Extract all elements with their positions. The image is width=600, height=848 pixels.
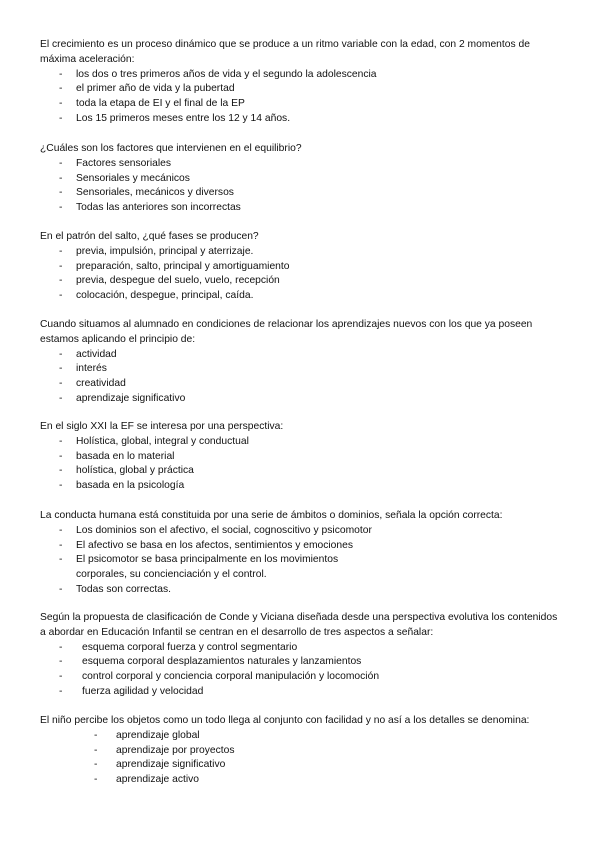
- question-text: ¿Cuáles son los factores que intervienen en el equilibrio?: [40, 143, 302, 154]
- question-text: En el patrón del salto, ¿qué fases se producen?: [40, 231, 259, 242]
- answer-option: - holística, global y práctica: [59, 465, 194, 477]
- question-text: La conducta humana está constituida por una serie de ámbitos o dominios, señala la opción correcta:: [40, 510, 503, 521]
- answer-option: - Todas las anteriores son incorrectas: [59, 202, 241, 214]
- question-3: [40, 230, 560, 304]
- answer-option: - colocación, despegue, principal, caída.: [59, 290, 254, 302]
- answer-option: - fuerza agilidad y velocidad: [59, 685, 204, 697]
- answer-option: - Sensoriales, mecánicos y diversos: [59, 187, 234, 199]
- answer-option: - actividad: [59, 348, 117, 360]
- answer-option: - previa, despegue del suelo, vuelo, recepción: [59, 275, 280, 287]
- question-7: [40, 611, 560, 700]
- answer-option: - aprendizaje significativo: [59, 392, 186, 404]
- question-text: Cuando situamos al alumnado en condiciones de relacionar los aprendizajes nuevos con los que ya poseen estamos aplicando el principio de:: [40, 319, 533, 345]
- answer-option: - previa, impulsión, principal y aterrizaje.: [59, 245, 254, 257]
- question-5: [40, 420, 560, 494]
- answer-option: - creatividad: [59, 378, 126, 390]
- question-1: [40, 38, 560, 127]
- answer-option: - basada en lo material: [59, 450, 175, 462]
- question-2: [40, 142, 560, 216]
- question-text: El niño percibe los objetos como un todo llega al conjunto con facilidad y no así a los detalles se denomina:: [40, 715, 530, 726]
- question-4: [40, 318, 560, 407]
- answer-option: - Los 15 primeros meses entre los 12 y 14 años.: [59, 112, 291, 124]
- answer-option: - Holística, global, integral y conductual: [59, 435, 249, 447]
- answer-option: - Sensoriales y mecánicos: [59, 172, 190, 184]
- answer-option: - aprendizaje activo: [94, 774, 199, 786]
- answer-option: - los dos o tres primeros años de vida y el segundo la adolescencia: [59, 68, 377, 80]
- answer-option: - aprendizaje por proyectos: [94, 744, 235, 756]
- answer-option: - el primer año de vida y la pubertad: [59, 83, 235, 95]
- answer-option: - El psicomotor se basa principalmente en los movimientos corporales, su concienciación y el control.: [59, 554, 339, 581]
- answer-option: - El afectivo se basa en los afectos, sentimientos y emociones: [59, 539, 354, 551]
- answer-option: - esquema corporal desplazamientos naturales y lanzamientos: [59, 656, 362, 668]
- answer-option: - Todas son correctas.: [59, 583, 172, 595]
- answer-option: - basada en la psicología: [59, 480, 185, 492]
- answer-option: - esquema corporal fuerza y control segmentario: [59, 641, 298, 653]
- question-text: En el siglo XXI la EF se interesa por una perspectiva:: [40, 421, 284, 432]
- answer-option: - aprendizaje global: [94, 729, 200, 741]
- answer-option: - interés: [59, 363, 107, 375]
- answer-option: - Los dominios son el afectivo, el social, cognoscitivo y psicomotor: [59, 524, 372, 536]
- question-text: Según la propuesta de clasificación de Conde y Viciana diseñada desde una perspectiva evolutiva los contenidos a abordar en Educación Infantil se centran en el desarrollo de tres aspectos a señalar:: [40, 612, 558, 638]
- answer-option: - preparación, salto, principal y amortiguamiento: [59, 260, 290, 272]
- answer-option: - aprendizaje significativo: [94, 759, 226, 771]
- answer-option: - Factores sensoriales: [59, 157, 171, 169]
- answer-option: - control corporal y conciencia corporal manipulación y locomoción: [59, 671, 380, 683]
- question-6: [40, 509, 560, 598]
- answer-option: - toda la etapa de EI y el final de la EP: [59, 98, 245, 110]
- question-text: El crecimiento es un proceso dinámico que se produce a un ritmo variable con la edad, con 2 momentos de máxima aceleración:: [40, 39, 530, 65]
- question-8: [40, 714, 560, 788]
